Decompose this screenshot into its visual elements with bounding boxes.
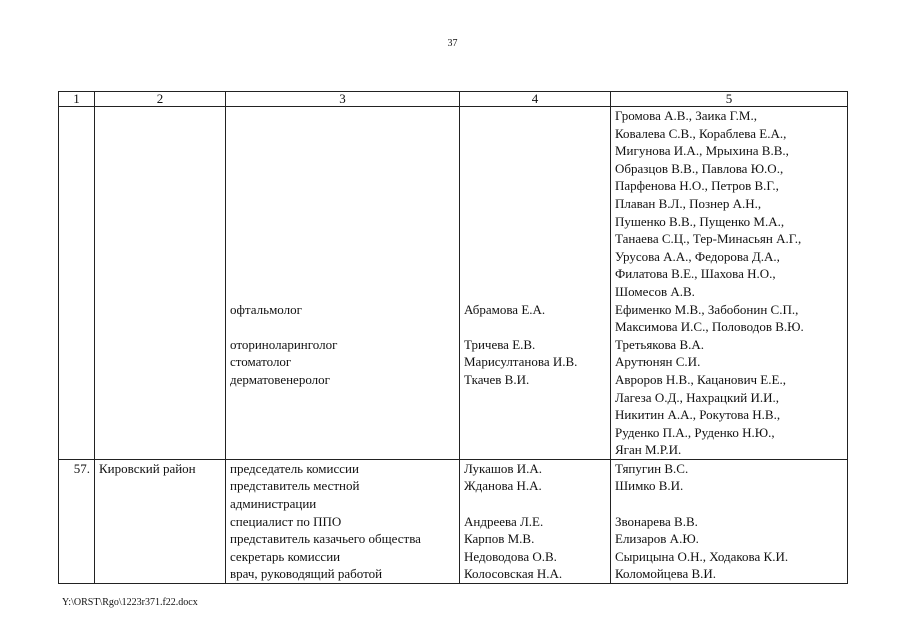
cell-line: Лукашов И.А.: [464, 460, 543, 476]
cell-line: Филатова В.Е., Шахова Н.О.,: [615, 266, 776, 282]
cell-line: Авроров Н.В., Кацанович Е.Е.,: [615, 371, 786, 387]
cell-line: [99, 107, 221, 125]
header-row: [59, 92, 848, 107]
cell-line: Коломойцева В.И.: [615, 566, 717, 582]
cell-spacer: [464, 160, 606, 178]
district-cell: [95, 459, 226, 583]
cell-spacer: [464, 177, 606, 195]
reserve-cell: [611, 107, 848, 460]
cell-spacer: [464, 142, 606, 160]
cell-line: Мигунова И.А., Мрыхина В.В.,: [615, 143, 789, 159]
cell-line: Образцов В.В., Павлова Ю.О.,: [615, 160, 784, 176]
cell-line: администрации: [230, 496, 317, 512]
cell-line: Тричева Е.В.: [464, 336, 536, 352]
role-cell: [226, 459, 460, 583]
district-cell: [95, 107, 226, 460]
cell-line: председатель комиссии: [230, 460, 359, 476]
cell-line: Карпов М.В.: [464, 531, 535, 547]
cell-line: 57.: [73, 460, 90, 476]
cell-line: [464, 495, 606, 513]
cell-spacer: [464, 248, 606, 266]
cell-line: Ефименко М.В., Забобонин С.П.,: [615, 301, 799, 317]
row-number-cell: [59, 459, 95, 583]
cell-line: Танаева С.Ц., Тер-Минасьян А.Г.,: [615, 231, 802, 247]
member-cell: [460, 459, 611, 583]
cell-line: Елизаров А.Ю.: [615, 531, 699, 547]
cell-line: Урусова А.А., Федорова Д.А.,: [615, 248, 780, 264]
table-row: [59, 107, 848, 460]
cell-spacer: [230, 195, 455, 213]
cell-line: Звонарева В.В.: [615, 513, 698, 529]
cell-spacer: [464, 283, 606, 301]
cell-spacer: [464, 230, 606, 248]
cell-line: секретарь комиссии: [230, 548, 341, 564]
cell-line: Никитин А.А., Рокутова Н.В.,: [615, 407, 781, 423]
cell-spacer: [230, 177, 455, 195]
cell-spacer: [230, 160, 455, 178]
cell-line: оториноларинголог: [230, 336, 338, 352]
cell-spacer: [230, 283, 455, 301]
cell-line: Шимко В.И.: [615, 478, 684, 494]
member-cell: [460, 107, 611, 460]
cell-line: представитель казачьего общества: [230, 531, 421, 547]
cell-line: Яган М.Р.И.: [615, 442, 682, 458]
cell-line: специалист по ППО: [230, 513, 342, 529]
header-cell: 4: [460, 92, 611, 107]
cell-line: Колосовская Н.А.: [464, 566, 563, 582]
cell-line: врач, руководящий работой: [230, 566, 383, 582]
file-path-footer: Y:\ORST\Rgo\1223r371.f22.docx: [62, 597, 198, 608]
cell-line: Ковалева С.В., Кораблева Е.А.,: [615, 125, 787, 141]
cell-spacer: [464, 195, 606, 213]
cell-line: офтальмолог: [230, 301, 302, 317]
cell-line: Лагеза О.Д., Нахрацкий И.И.,: [615, 389, 779, 405]
cell-line: Арутюнян С.И.: [615, 354, 701, 370]
cell-line: Громова А.В., Заика Г.М.,: [615, 108, 757, 123]
cell-line: Недоводова О.В.: [464, 548, 557, 564]
cell-line: Третьякова В.А.: [615, 336, 705, 352]
cell-spacer: [230, 213, 455, 231]
cell-line: Парфенова Н.О., Петров В.Г.,: [615, 178, 779, 194]
cell-spacer: [230, 107, 455, 125]
header-cell: 2: [95, 92, 226, 107]
commission-table: [58, 91, 848, 584]
cell-spacer: [464, 107, 606, 125]
cell-line: Сырицына О.Н., Ходакова К.И.: [615, 548, 789, 564]
cell-spacer: [230, 265, 455, 283]
cell-spacer: [230, 125, 455, 143]
header-cell: 5: [611, 92, 848, 107]
cell-line: [464, 318, 606, 336]
cell-line: Жданова Н.А.: [464, 478, 542, 494]
cell-line: Руденко П.А., Руденко Н.Ю.,: [615, 424, 775, 440]
cell-spacer: [230, 142, 455, 160]
cell-line: Плаван В.Л., Познер А.Н.,: [615, 195, 762, 211]
header-cell: 1: [59, 92, 95, 107]
cell-spacer: [230, 230, 455, 248]
cell-spacer: [464, 265, 606, 283]
role-cell: [226, 107, 460, 460]
cell-line: Шомесов А.В.: [615, 283, 695, 299]
cell-line: представитель местной: [230, 478, 360, 494]
header-cell: 3: [226, 92, 460, 107]
cell-line: Тяпугин В.С.: [615, 460, 689, 476]
cell-line: Андреева Л.Е.: [464, 513, 544, 529]
cell-line: Пушенко В.В., Пущенко М.А.,: [615, 213, 785, 229]
cell-line: [615, 495, 843, 513]
cell-line: Максимова И.С., Половодов В.Ю.: [615, 319, 804, 335]
reserve-cell: [611, 459, 848, 583]
cell-line: Кировский район: [99, 460, 196, 476]
cell-line: стоматолог: [230, 354, 292, 370]
page-number: 37: [447, 38, 458, 49]
cell-line: [230, 318, 455, 336]
cell-line: дерматовенеролог: [230, 371, 330, 387]
cell-line: Абрамова Е.А.: [464, 301, 546, 317]
cell-spacer: [464, 213, 606, 231]
cell-spacer: [230, 248, 455, 266]
cell-spacer: [464, 125, 606, 143]
cell-line: Марисултанова И.В.: [464, 354, 578, 370]
table-row: [59, 459, 848, 583]
cell-line: [63, 107, 90, 125]
cell-line: Ткачев В.И.: [464, 371, 530, 387]
row-number-cell: [59, 107, 95, 460]
